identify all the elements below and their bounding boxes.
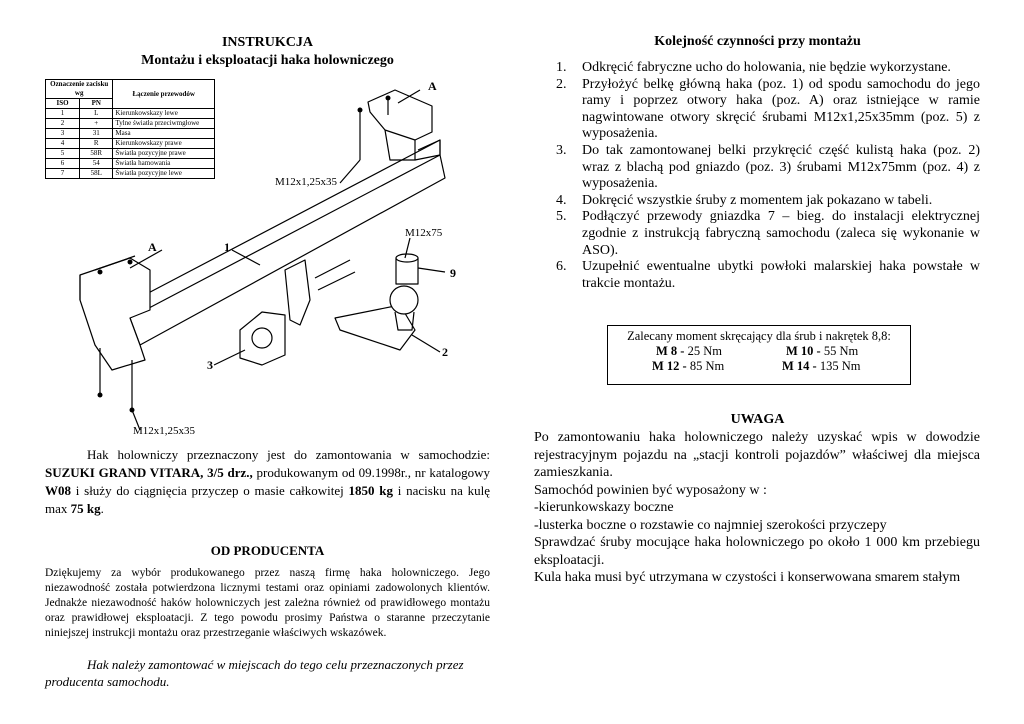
producer-italic-note: Hak należy zamontować w miejscach do tego celu przeznaczonych przez producenta samochodu. xyxy=(45,657,464,689)
tow-ball-drawing xyxy=(390,286,418,314)
title-line-2: Montażu i eksploatacji haka holowniczego xyxy=(141,53,394,68)
torque-m12-value: 85 Nm xyxy=(686,359,725,373)
step-text: Do tak zamontowanej belki przykręcić część kulistą haka (poz. 2) wraz z blachą pod gniazdo (poz. 3) śrubami M12x75mm (poz. 4) z wyposażenia. xyxy=(582,142,980,192)
step-item xyxy=(556,259,980,292)
wiring-desc: Tylne światła przeciwmgłowe xyxy=(113,119,215,129)
uwaga-line: Samochód powinien być wyposażony w : xyxy=(534,482,767,498)
label-part-2: 2 xyxy=(442,345,448,359)
wiring-iso: 1 xyxy=(46,109,80,119)
wiring-pn: 31 xyxy=(80,129,113,139)
label-part-3: 3 xyxy=(207,358,213,372)
towbar-diagram xyxy=(0,0,520,450)
wiring-iso: 5 xyxy=(46,149,80,159)
torque-m8-value: 25 Nm xyxy=(684,344,722,358)
step-number: 2. xyxy=(556,76,567,92)
intro-text: i służy do ciągnięcia przyczep o masie całkowitej xyxy=(71,483,349,498)
wiring-iso: 4 xyxy=(46,139,80,149)
step-text: Odkręcić fabryczne ucho do holowania, nie będzie wykorzystane. xyxy=(582,60,951,75)
wiring-desc: Światła pozycyjne lewe xyxy=(113,169,215,179)
label-bolt-top: M12x1,25x35 xyxy=(275,176,338,188)
intro-text: i nacisku na kulę max xyxy=(45,483,490,516)
intro-catalog-number: W08 xyxy=(45,483,71,498)
torque-table xyxy=(607,325,911,385)
wiring-pn: R xyxy=(80,139,113,149)
wiring-header-iso: ISO xyxy=(46,99,80,109)
torque-m8-label: M 8 - xyxy=(656,344,685,358)
label-part-1: 1 xyxy=(224,240,230,254)
step-item xyxy=(556,77,980,143)
step-text: Dokręcić wszystkie śruby z momentem jak pokazano w tabeli. xyxy=(582,192,933,208)
step-text: Podłączyć przewody gniazdka 7 – bieg. do instalacji elektrycznej zgodnie z instrukcją fabryczną samochodu (zaleca się wykonanie w ASO). xyxy=(582,209,980,258)
intro-paragraph xyxy=(45,446,490,518)
torque-m14-label: M 14 - xyxy=(782,359,817,373)
torque-title: Zalecany moment skręcający dla śrub i nakrętek 8,8: xyxy=(627,329,891,343)
step-number: 3. xyxy=(556,142,567,158)
wiring-header-pn: PN xyxy=(80,99,113,109)
label-bolt-bottom: M12x1,25x35 xyxy=(133,425,196,437)
wiring-header-desc: Łączenie przewodów xyxy=(113,80,215,109)
right-bracket-drawing xyxy=(368,90,432,140)
step-text: Przyłożyć belkę główną haka (poz. 1) od spodu samochodu do jego ramy i poprzez otwory haka (poz. A) oraz istniejące w ramie nagwintowane otwory skręcić śrubami M12x1,25x35mm (poz. 5) z wyposażenia. xyxy=(582,76,980,142)
uwaga-line: -kierunkowskazy boczne xyxy=(534,500,674,515)
wiring-iso: 3 xyxy=(46,129,80,139)
label-bolt-ball: M12x75 xyxy=(405,227,443,239)
step-number: 6. xyxy=(556,259,567,275)
step-number: 1. xyxy=(556,60,567,75)
center-plate-drawing xyxy=(285,260,310,325)
uwaga-line: Kula haka musi być utrzymana w czystości i konserwowana smarem stałym xyxy=(534,570,961,585)
step-number: 4. xyxy=(556,192,567,208)
wiring-iso: 6 xyxy=(46,159,80,169)
torque-m14-value: 135 Nm xyxy=(816,359,861,373)
torque-m12-label: M 12 - xyxy=(652,359,687,373)
step-item xyxy=(556,193,980,210)
wiring-pn: 54 xyxy=(80,159,113,169)
wiring-desc: Światła hamowania xyxy=(113,159,215,169)
uwaga-line: Sprawdzać śruby mocujące haka holowniczego po około 1 000 km przebiegu eksploatacji. xyxy=(534,535,980,568)
step-number: 5. xyxy=(556,209,567,225)
left-bracket-drawing xyxy=(80,258,150,370)
wiring-desc: Światła pozycyjne prawe xyxy=(113,149,215,159)
wiring-desc: Kierunkowskazy lewe xyxy=(113,109,215,119)
producer-text: Dziękujemy za wybór produkowanego przez naszą firmę haka holowniczego. Jego niezawodność została potwierdzona licznymi testami oraz opiniami zadowolonych klientów. Jednakże niezawodność haków holowniczych jest zależna również od prawidłowego montażu oraz prawidłowej eksploatacji. Z tego powodu prosimy Państwa o staranne przeczytanie niniejszej instrukcji montażu oraz przestrzeganie właściwych wskazówek. xyxy=(45,567,490,639)
wiring-pn: + xyxy=(80,119,113,129)
steps-list xyxy=(556,60,980,292)
intro-car-model: SUZUKI GRAND VITARA, 3/5 drz., xyxy=(45,465,253,480)
step-text: Uzupełnić ewentualne ubytki powłoki malarskiej haka powstałe w trakcie montażu. xyxy=(582,259,980,291)
steps-title: Kolejność czynności przy montażu xyxy=(654,34,861,49)
wiring-pn: 58L xyxy=(80,169,113,179)
intro-text: . xyxy=(100,501,104,516)
step-item xyxy=(556,143,980,193)
label-a-top: A xyxy=(428,79,437,93)
uwaga-line: -lusterka boczne o rozstawie co najmniej szerokości przyczepy xyxy=(534,517,887,533)
torque-row xyxy=(608,344,910,359)
intro-trailer-mass: 1850 kg xyxy=(348,483,393,498)
wiring-pn: L xyxy=(80,109,113,119)
wiring-pn: 58R xyxy=(80,149,113,159)
wiring-iso: 2 xyxy=(46,119,80,129)
intro-text: produkowanym od 09.1998r., nr katalogowy xyxy=(252,465,490,480)
torque-row xyxy=(608,359,910,374)
step-item xyxy=(556,209,980,259)
wiring-desc: Masa xyxy=(113,129,215,139)
torque-m10-value: 55 Nm xyxy=(820,344,859,358)
uwaga-line: Po zamontowaniu haka holowniczego należy uzyskać wpis w dowodzie rejestracyjnym pojazdu na „stacji kontroli pojazdów” właściwej dla miejsca zamieszkania. xyxy=(534,430,980,480)
producer-heading: OD PRODUCENTA xyxy=(210,543,325,558)
label-a-left: A xyxy=(148,240,157,254)
torque-m10-label: M 10 - xyxy=(786,344,821,358)
wiring-header-group: Oznaczenie zacisku wg xyxy=(46,80,113,99)
wiring-iso: 7 xyxy=(46,169,80,179)
label-part-9: 9 xyxy=(450,266,456,280)
uwaga-section xyxy=(534,429,980,587)
uwaga-title: UWAGA xyxy=(730,412,785,427)
title-line-1: INSTRUKCJA xyxy=(221,35,313,50)
wiring-desc: Kierunkowskazy prawe xyxy=(113,139,215,149)
step-item xyxy=(556,60,980,77)
intro-text: Hak holowniczy przeznaczony jest do zamontowania w samochodzie: xyxy=(87,447,490,462)
intro-ball-load: 75 kg xyxy=(70,501,101,516)
